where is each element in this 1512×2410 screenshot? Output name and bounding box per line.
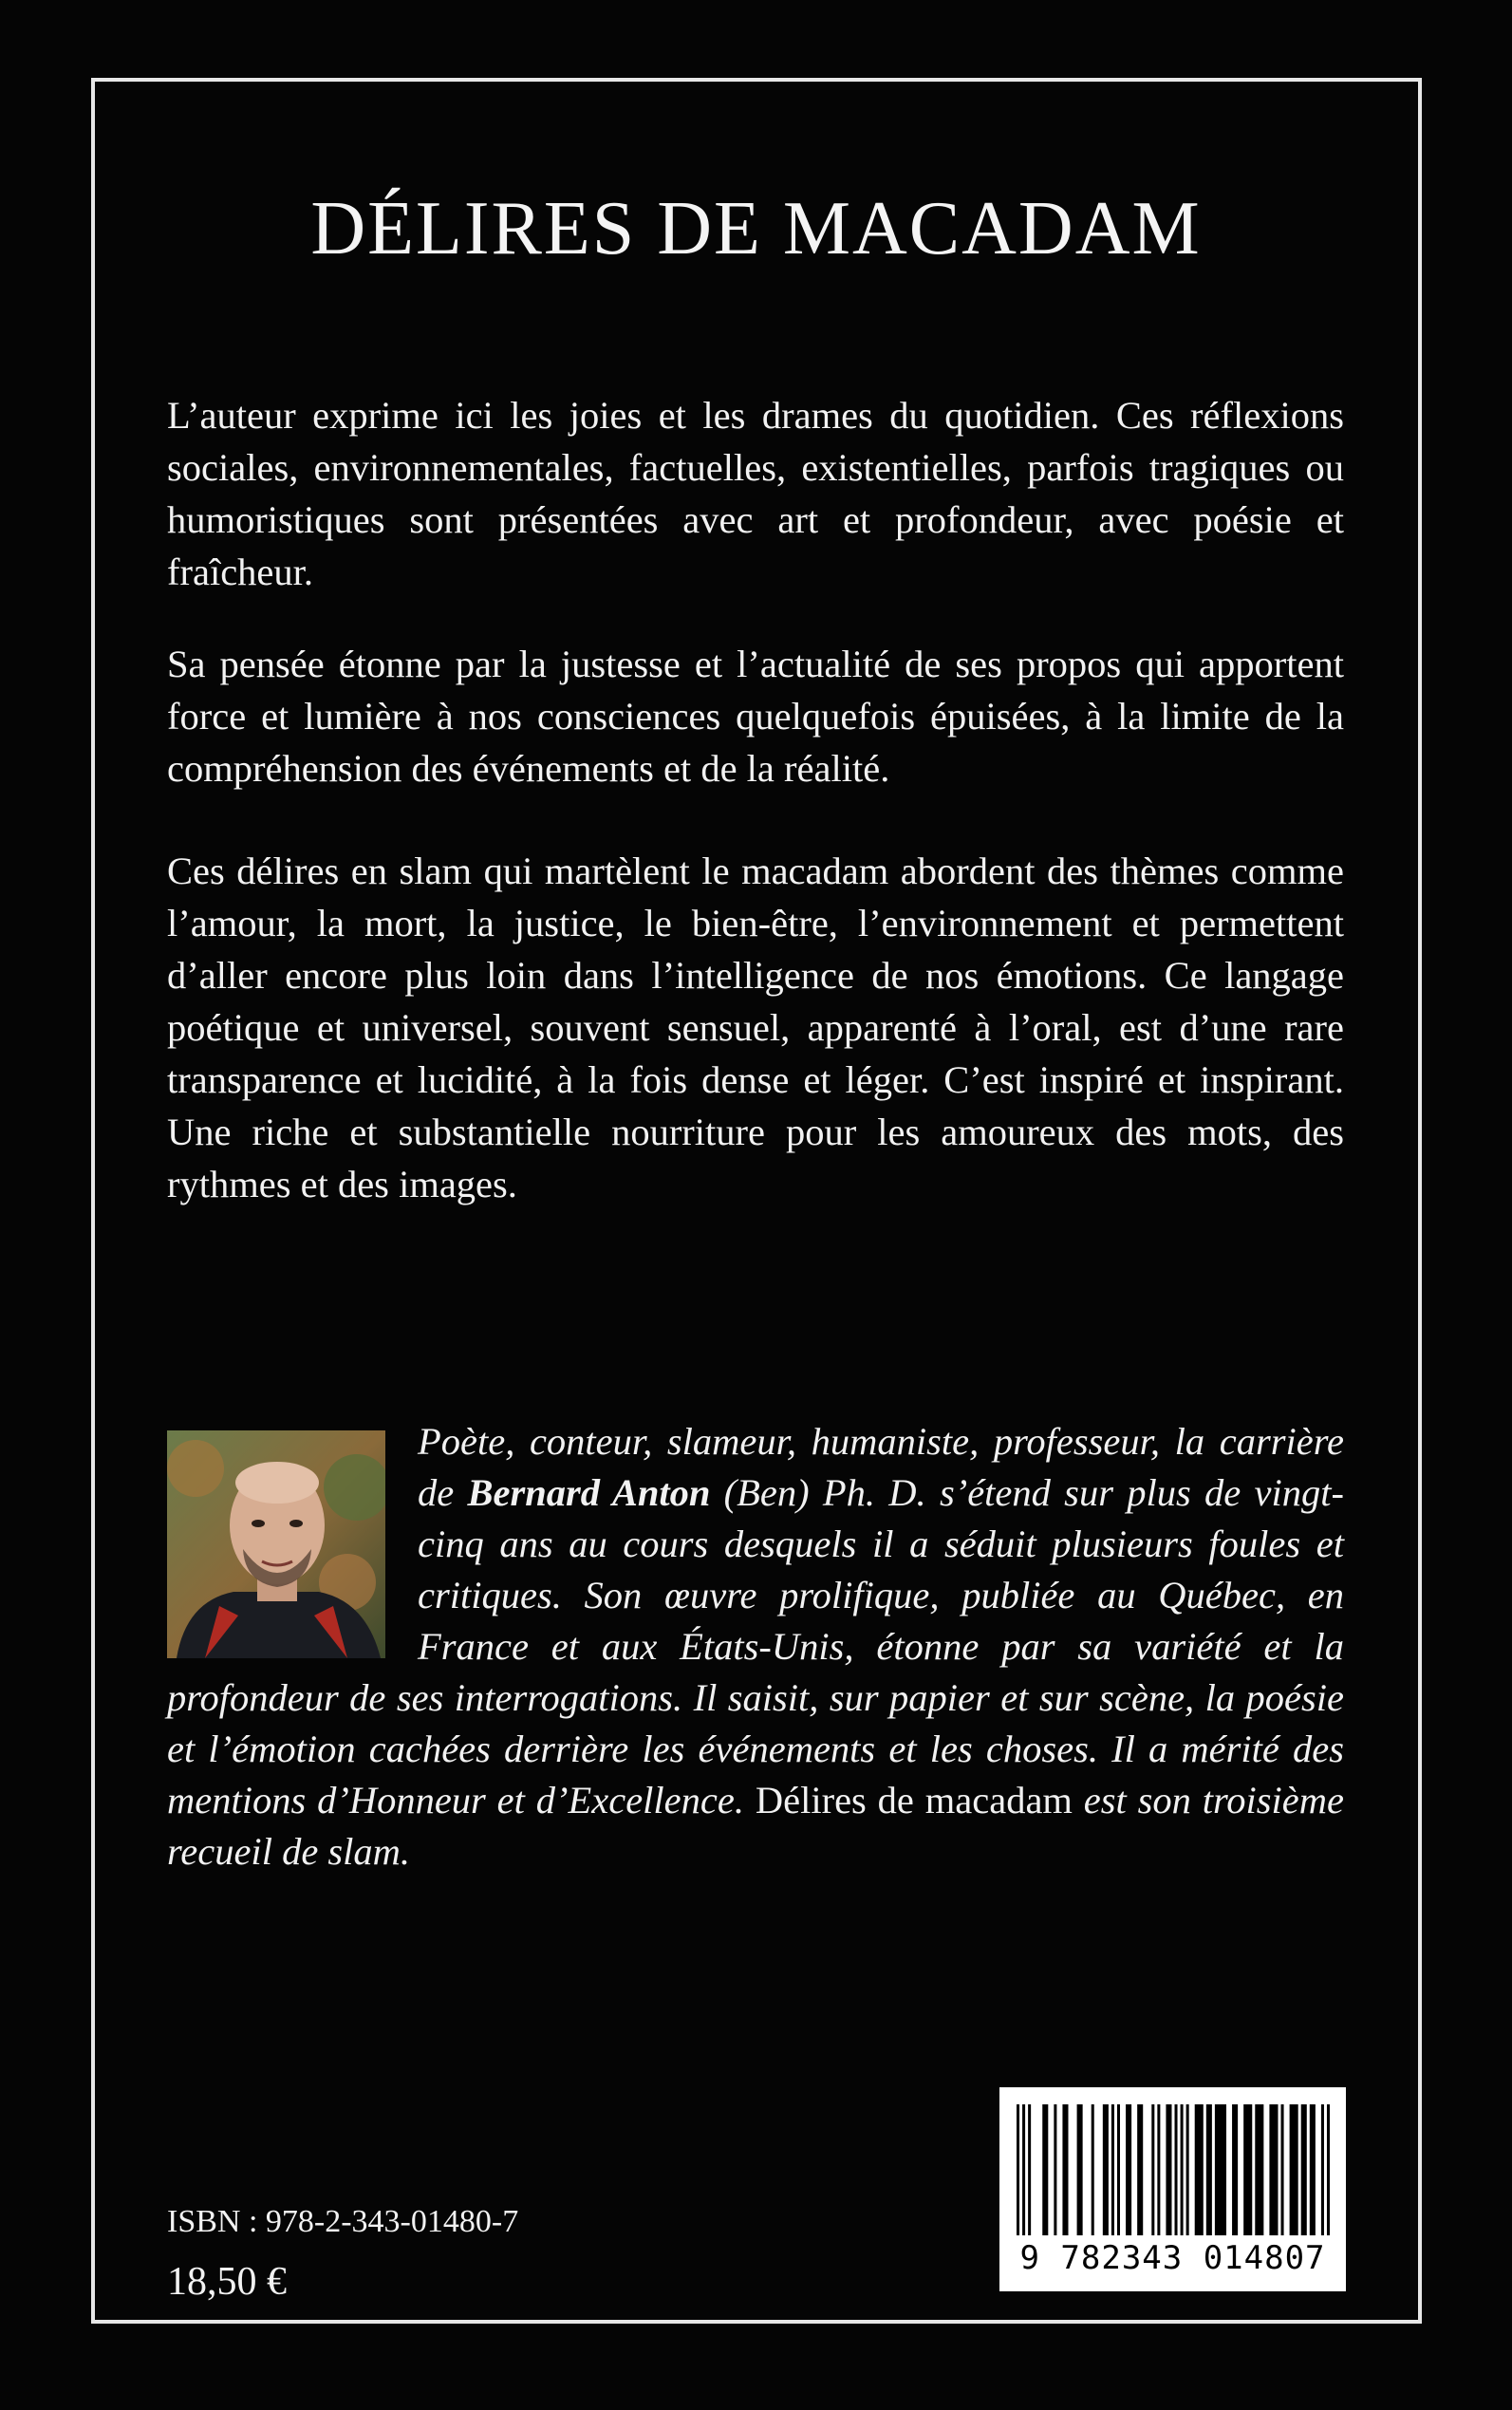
description-paragraph-2: Sa pensée étonne par la justesse et l’actualité de ses propos qui apportent force et lumière à nos consciences quelquefois épuisées, à la limite de la compréhension des événements et de la réalité. [167,643,1344,790]
barcode-bar [1117,2104,1120,2235]
barcode-bar [1126,2104,1131,2235]
bio-intro: Poète, conteur, slameur, humaniste, professeur, la carrière de [418,1420,1344,1514]
barcode [999,2087,1346,2291]
price: 18,50 € [167,2260,287,2304]
description-paragraph-3: Ces délires en slam qui martèlent le macadam abordent des thèmes comme l’amour, la mort, la justice, le bien-être, l’environnement et permettent d’aller encore plus loin dans l’intelligence de nos émotions. Ce langage poétique et universel, souvent sensuel, apparenté à l’oral, est d’une rare transparence et lucidité, à la fois dense et léger. C’est inspiré et inspirant. Une riche et substantielle nourriture pour les amoureux des mots, des rythmes et des images. [167,850,1344,1205]
barcode-bar [1321,2104,1324,2235]
barcode-bar [1269,2104,1278,2235]
barcode-bar [1255,2104,1263,2235]
barcode-bar [1166,2104,1171,2235]
barcode-bar [1281,2104,1284,2235]
barcode-bar [1232,2104,1238,2235]
barcode-digits: 9 782343 014807 [1019,2239,1326,2277]
barcode-bar [1290,2104,1298,2235]
barcode-bar [1022,2104,1025,2235]
bio-author-name: Bernard Anton [467,1471,711,1514]
barcode-bar [1175,2104,1178,2235]
barcode-bar [1054,2104,1056,2235]
barcode-bar [1077,2104,1083,2235]
bio-closing: est son troisième recueil de slam. [167,1779,1344,1873]
barcode-bar [1017,2104,1019,2235]
description-paragraph-1: L’auteur exprime ici les joies et les drames du quotidien. Ces réflexions sociales, environnementales, factuelles, existentielles, parfois tragiques ou humoristiques sont présentées avec art et profondeur, avec poésie et fraîcheur. [167,394,1344,593]
barcode-bar [1215,2104,1226,2235]
isbn: ISBN : 978-2-343-01480-7 [167,2204,519,2239]
barcode-bar [1186,2104,1189,2235]
barcode-bar [1301,2104,1307,2235]
book-title: DÉLIRES DE MACADAM [310,187,1202,271]
barcode-bar [1111,2104,1114,2235]
barcode-bar [1103,2104,1109,2235]
bio-body: (Ben) Ph. D. s’étend sur plus de vingt-cinq ans au cours desquels il a séduit plusieurs foules et critiques. Son œuvre prolifique, publiée au Québec, en France et aux États-Unis, étonne par sa variété et la profondeur de ses interrogations. Il saisit, sur papier et sur scène, la poésie et l’émotion cachées derrière les événements et les choses. Il a mérité des mentions d’Honneur et d’Excellence. [167,1471,1344,1822]
author-bio [167,1416,1344,1878]
barcode-bar [1028,2104,1031,2235]
barcode-bars [999,2087,1346,2239]
barcode-bar [1327,2104,1330,2235]
bio-book-title: Délires de macadam [755,1779,1073,1822]
barcode-bar [1195,2104,1204,2235]
barcode-bar [1062,2104,1068,2235]
barcode-bar [1181,2104,1184,2235]
barcode-bar [1206,2104,1212,2235]
barcode-bar [1137,2104,1143,2235]
barcode-bar [1310,2104,1316,2235]
barcode-bar [1157,2104,1160,2235]
barcode-bar [1042,2104,1048,2235]
barcode-bar [1092,2104,1094,2235]
barcode-bar [1243,2104,1252,2235]
barcode-bar [1151,2104,1154,2235]
